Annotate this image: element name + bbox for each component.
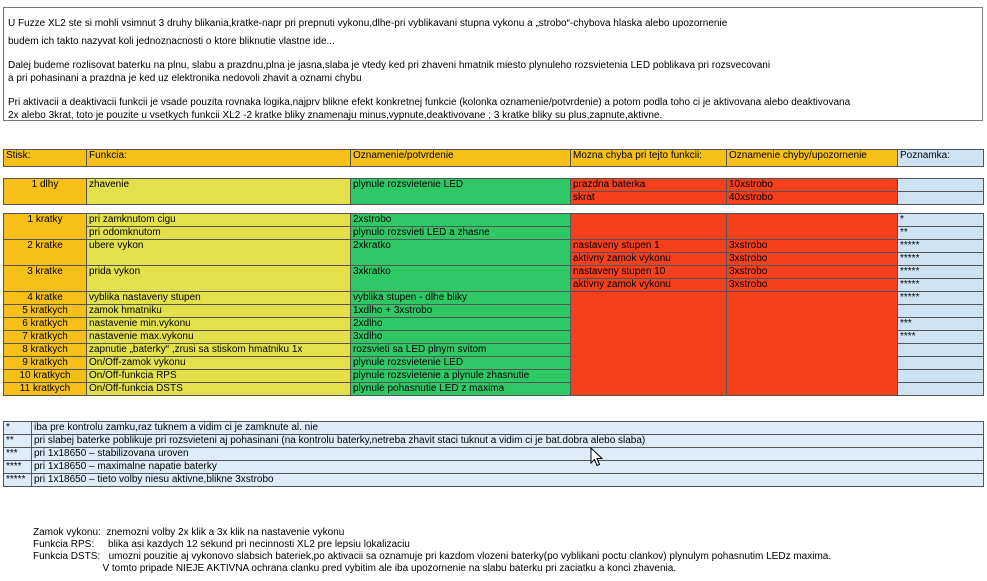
chyba-cell: nastaveny stupen 10 [571,266,727,279]
oznamenie-cell: plynule rozsvietenie a plynule zhasnutie [351,370,571,383]
funkcia-cell: zapnutie „baterky“ ,zrusi sa stiskom hmatniku 1x [87,344,351,357]
oznamenie-cell: plynule rozsvietenie LED [351,179,571,205]
poznamka-cell: ***** [898,292,984,305]
stisk-cell: 7 kratkych [4,331,87,344]
poznamka-cell [898,192,984,205]
oznamenie-cell: 3xdlho [351,331,571,344]
stisk-cell: 8 kratkych [4,344,87,357]
oznamenie-cell: plynulo rozsvieti LED a zhasne [351,227,571,240]
poznamka-cell [898,370,984,383]
note-mark: ***** [4,474,32,487]
chyba-cell: skrat [571,192,727,205]
header-stisk: Stisk: [4,150,87,167]
legend-line: Zamok vykonu: znemozni volby 2x klik a 3x klik na nastavenie vykonu [33,527,345,538]
poznamka-cell [898,179,984,192]
intro-line: Pri aktivacii a deaktivacii funkcii je vsade pouzita rovnaka logika,najprv blikne efekt konkretnej funkcie (kolonka oznamenie/potvrdenie) a potom podla toho ci je aktivovana alebo deaktivovana [8,97,851,108]
poznamka-cell: ** [898,227,984,240]
stisk-cell: 1 dlhy [4,179,87,205]
funkcia-cell: pri zamknutom cigu [87,214,351,227]
poznamka-cell [898,344,984,357]
chyba-cell [571,214,727,240]
poznamka-cell: ***** [898,253,984,266]
funkcia-cell: vyblika nastaveny stupen [87,292,351,305]
legend-line: Funkcia DSTS: umozni pouzitie aj vykonovo slabsich bateriek,po aktivacii sa oznamuje pri kazdom vlozeni baterky(po vyblikani poctu clankov) plynulym pohasnutim LEDz maxima. [33,551,832,562]
funkcia-cell: nastavenie min.vykonu [87,318,351,331]
stisk-cell: 3 kratke [4,266,87,292]
oznamenie-cell: plynule rozsvietenie LED [351,357,571,370]
oznamenie-cell: 2xstrobo [351,214,571,227]
funkcia-cell: prida vykon [87,266,351,292]
oznamenie-cell: vyblika stupen - dlhe bliky [351,292,571,305]
oznamenie-cell: 2xdlho [351,318,571,331]
intro-line: Dalej budeme rozlisovat baterku na plnu, slabu a prazdnu,plna je jasna,slaba je vtedy ked pri zhaveni hmatnik miesto plynuleho rozsvietenia LED poblikava pri rozsvecovani [8,60,771,71]
oznamenie-cell: 3xkratko [351,266,571,292]
poznamka-cell [898,357,984,370]
oznamenie-cell: 1xdlho + 3xstrobo [351,305,571,318]
legend-line: Funkcia RPS: blika asi kazdych 12 sekund pri necinnosti XL2 pre lepsiu lokalizaciu [33,539,410,550]
chyba-cell: nastaveny stupen 1 [571,240,727,253]
poznamka-cell: * [898,214,984,227]
chyba-oznamenie-cell: 10xstrobo [727,179,898,192]
poznamka-cell: ***** [898,266,984,279]
notes-table [3,421,984,487]
intro-line: a pri pohasinani a prazdna je ked uz elektronika nedovoli zhavit a oznami chybu [8,73,362,84]
note-text: pri 1x18650 – stabilizovana uroven [32,448,984,461]
chyba-oznamenie-cell: 3xstrobo [727,266,898,279]
kratke-table [3,213,984,396]
intro-line: 2x alebo 3krat, toto je pouzite u vsetkych funkcii XL2 -2 kratke bliky znamenaju minus,vypnute,deaktivovane ; 3 kratke bliky su plus,zapnute,aktivne. [8,110,663,121]
intro-box [3,7,983,121]
funkcia-cell: nastavenie max.vykonu [87,331,351,344]
funkcia-cell: On/Off-zamok vykonu [87,357,351,370]
stisk-cell: 1 kratky [4,214,87,240]
chyba-cell: aktivny zamok vykonu [571,253,727,266]
header-oznamenie: Oznamenie/potvrdenie [351,150,571,167]
poznamka-cell: *** [898,318,984,331]
stisk-cell: 4 kratke [4,292,87,305]
funkcia-cell: pri odomknutom [87,227,351,240]
note-text: pri 1x18650 – maximalne napatie baterky [32,461,984,474]
legend [33,527,831,575]
chyba-cell [571,292,727,396]
mouse-cursor-icon [590,447,604,472]
header-poznamka: Poznamka: [898,150,984,167]
stisk-cell: 11 kratkych [4,383,87,396]
oznamenie-cell: plynule pohasnutie LED z maxima [351,383,571,396]
funkcia-cell: ubere vykon [87,240,351,266]
stisk-cell: 2 kratke [4,240,87,266]
funkcia-cell: On/Off-funkcia DSTS [87,383,351,396]
intro-line: budem ich takto nazyvat koli jednoznacnosti o ktore bliknutie vlastne ide... [8,36,335,47]
oznamenie-cell: 2xkratko [351,240,571,266]
oznamenie-cell: rozsvieti sa LED plnym svitom [351,344,571,357]
header-table [3,149,984,167]
chyba-oznamenie-cell [727,292,898,396]
chyba-oznamenie-cell: 3xstrobo [727,240,898,253]
funkcia-cell: zhavenie [87,179,351,205]
intro-line: U Fuzze XL2 ste si mohli vsimnut 3 druhy blikania,kratke-napr pri prepnuti vykonu,dlhe-pri vyblikavani stupna vykonu a „strobo“-chybova hlaska alebo upozornenie [8,18,728,29]
note-mark: *** [4,448,32,461]
chyba-oznamenie-cell: 3xstrobo [727,279,898,292]
note-text: iba pre kontrolu zamku,raz tuknem a vidim ci je zamknute al. nie [32,422,984,435]
note-text: pri 1x18650 – tieto volby niesu aktivne,blikne 3xstrobo [32,474,984,487]
dlhy-table [3,178,984,205]
header-funkcia: Funkcia: [87,150,351,167]
chyba-cell: aktivny zamok vykonu [571,279,727,292]
funkcia-cell: On/Off-funkcia RPS [87,370,351,383]
chyba-cell: prazdna baterka [571,179,727,192]
chyba-oznamenie-cell: 40xstrobo [727,192,898,205]
header-chyba: Mozna chyba pri tejto funkcii: [571,150,727,167]
stisk-cell: 10 kratkych [4,370,87,383]
poznamka-cell [898,305,984,318]
poznamka-cell [898,383,984,396]
note-text: pri slabej baterke poblikuje pri rozsvieteni aj pohasinani (na kontrolu baterky,netreba zhavit staci tuknut a vidim ci je bat.dobra alebo slaba) [32,435,984,448]
note-mark: **** [4,461,32,474]
chyba-oznamenie-cell [727,214,898,240]
legend-line: V tomto pripade NIEJE AKTIVNA ochrana clanku pred vybitim ale iba upozornenie na slabu baterku pri zaciatku a konci zhavenia. [33,563,677,574]
poznamka-cell: **** [898,331,984,344]
stisk-cell: 9 kratkych [4,357,87,370]
stisk-cell: 6 kratkych [4,318,87,331]
chyba-oznamenie-cell: 3xstrobo [727,253,898,266]
poznamka-cell: ***** [898,240,984,253]
funkcia-cell: zamok hmatniku [87,305,351,318]
poznamka-cell: ***** [898,279,984,292]
note-mark: ** [4,435,32,448]
stisk-cell: 5 kratkych [4,305,87,318]
note-mark: * [4,422,32,435]
header-oznamenie-chyby: Oznamenie chyby/upozornenie [727,150,898,167]
